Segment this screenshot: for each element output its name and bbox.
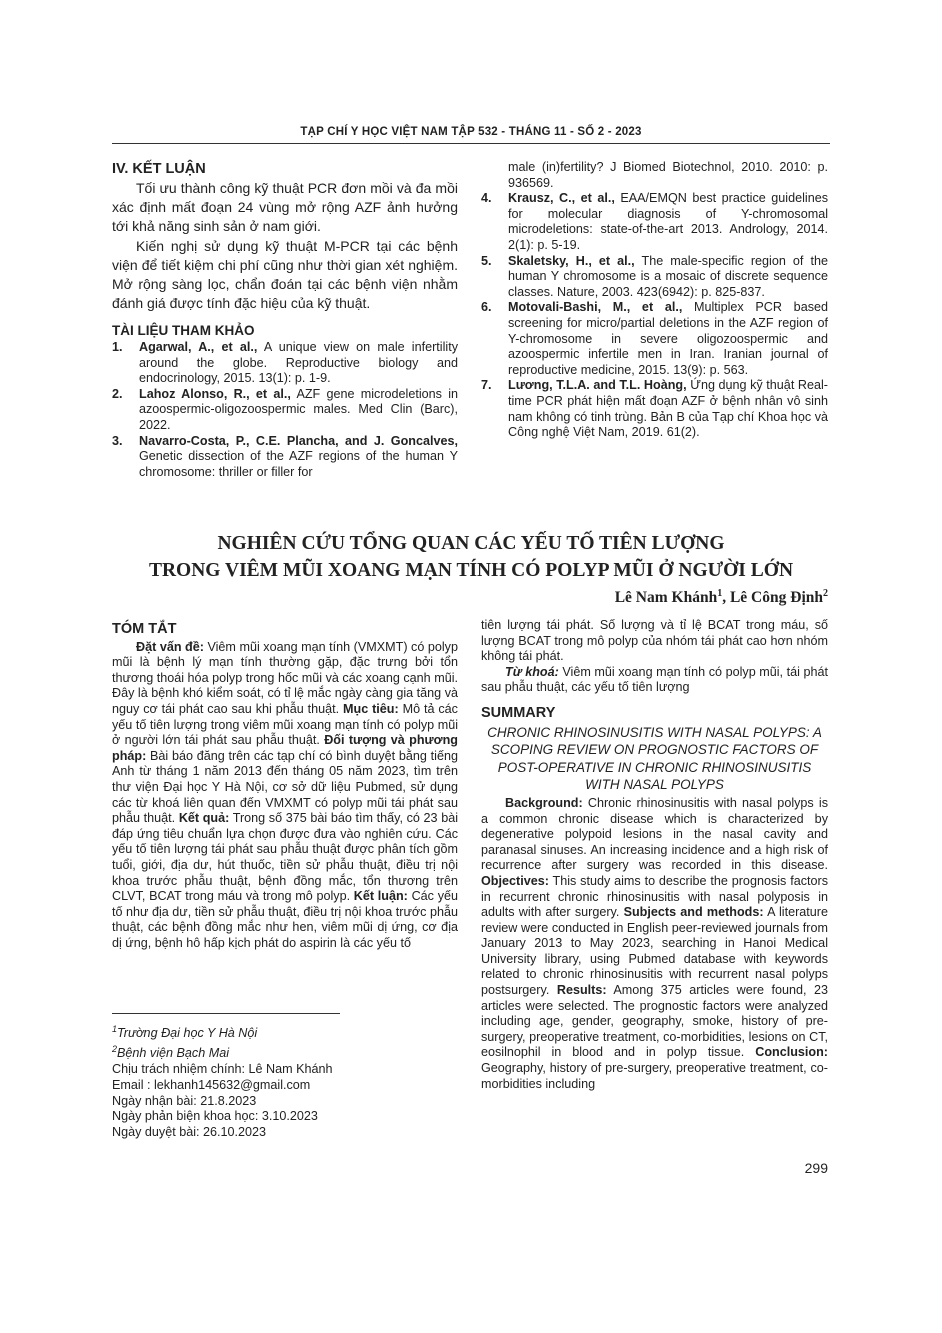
reference-item	[481, 191, 828, 253]
article-title	[90, 530, 852, 584]
conclusion-paragraph-1: Tối ưu thành công kỹ thuật PCR đơn mồi và đa mồi xác định mất đoạn 24 vùng mở rộng AZF ảnh hưởng tới khả năng sinh sản ở nam giới.	[112, 180, 458, 235]
background-label: Đặt vấn đề:	[136, 639, 204, 654]
keywords-text: Viêm mũi xoang mạn tính có polyp mũi, tái phát sau phẫu thuật, các yếu tố tiên lượng	[481, 664, 828, 695]
reference-body	[139, 434, 458, 481]
keywords	[481, 665, 828, 696]
article-title-line-2: TRONG VIÊM MŨI XOANG MẠN TÍNH CÓ POLYP MŨI Ở NGƯỜI LỚN	[148, 560, 794, 581]
background-text: Viêm mũi xoang mạn tính (VMXMT) có polyp mũi là bệnh lý mạn tính thường gặp, đặc trưng bởi tổn thương thoái hóa polyp trong hốc mũi và các xoang cạnh mũi. Đây là bệnh khó kiểm soát, có tỉ lệ mắc ngày càng gia tăng và nguy cơ tái phát cao sau khi phẫu thuật.	[112, 639, 458, 716]
reference-number: 7.	[481, 378, 492, 393]
author-list	[615, 588, 828, 607]
reference-number: 4.	[481, 191, 492, 206]
affiliation-1	[112, 1022, 458, 1042]
author-1: Lê Nam Khánh	[614, 589, 718, 607]
abstract-vi	[112, 622, 458, 951]
reference-authors: Motovali-Bashi, M., et al.,	[508, 300, 683, 315]
reference-body	[508, 254, 828, 301]
reference-item	[112, 387, 458, 434]
reference-body	[508, 300, 828, 378]
reference-authors: Agarwal, A., et al.,	[139, 340, 258, 355]
reference-body	[139, 340, 458, 387]
methods-text: Bài báo đăng trên các tạp chí có bình duyệt bằng tiếng Anh từ tháng 1 năm 2013 đến tháng 05 năm 2023, tìm trên thư viện Đại học Y Hà Nội, cơ sở dữ liệu Pubmed, sử dụng các từ khoá liên quan đến VMXMT có polyp mũi tái phát sau phẫu thuật.	[112, 748, 458, 826]
running-header: TẠP CHÍ Y HỌC VIỆT NAM TẬP 532 - THÁNG 11 - SỐ 2 - 2023	[300, 126, 642, 138]
top-left-column	[112, 160, 458, 480]
reference-text: A unique view on male infertility around the globe. Reproductive biology and endocrinology, 2015. 13(1): p. 1-9.	[139, 340, 458, 386]
reference-indent	[481, 160, 508, 191]
abstract-continuation: tiên lượng tái phát. Số lượng và tỉ lệ BCAT trong máu, số lượng BCAT trong mô polyp của nhóm tái phát cao hơn nhóm không tái phát.	[481, 618, 828, 664]
summary-conclusion-label: Conclusion:	[755, 1045, 828, 1060]
summary-conclusion-text: Geography, history of pre-surgery, preoperative treatment, co-morbidities including	[481, 1061, 828, 1091]
conclusion-text: Các yếu tố như địa dư, tiền sử phẫu thuật, điều trị nội khoa trước phẫu thuật, các bệnh đồng mắc như hen, viêm mũi dị ứng, cơ địa dị ứng, bệnh hô hấp kịch phát do aspirin là các yếu tố	[112, 889, 458, 950]
author-2: Lê Công Định	[729, 589, 823, 607]
reference-authors: Skaletsky, H., et al.,	[508, 253, 635, 268]
abstract-title: TÓM TẮT	[112, 621, 177, 637]
reference-text: The male-specific region of the human Y chromosome is a mosaic of discrete sequence classes. Nature, 2003. 423(6942): p. 825-837.	[508, 253, 828, 299]
author-separator: ,	[722, 589, 730, 607]
reference-continuation-text: male (in)fertility? J Biomed Biotechnol, 2010. 2010: p. 936569.	[508, 160, 828, 190]
affiliation-1-mark: 1	[112, 1024, 118, 1034]
summary-methods-label: Subjects and methods:	[623, 905, 764, 920]
page-number: 299	[804, 1160, 828, 1176]
summary-heading: CHRONIC RHINOSINUSITIS WITH NASAL POLYPS: A SCOPING REVIEW ON PROGNOSTIC FACTORS OF POST-OPERATIVE IN CHRONIC RHINOSINUSITIS WITH NASAL POLYPS	[487, 724, 822, 793]
summary-body	[481, 796, 828, 1092]
reference-text: Ứng dụng kỹ thuật Real-time PCR phát hiện mất đoạn AZF ở bệnh nhân vô sinh nam không có tinh trùng. Bản B của Tạp chí Khoa học và Công nghệ Việt Nam, 2019. 61(2).	[508, 378, 828, 440]
footnotes	[112, 1022, 458, 1141]
reference-number: 2.	[112, 386, 123, 401]
affiliation-2	[112, 1042, 458, 1062]
conclusion-title: IV. KẾT LUẬN	[112, 161, 206, 177]
affiliation-2-text: Bệnh viện Bạch Mai	[117, 1046, 230, 1061]
footnote-rule	[112, 1013, 340, 1014]
reference-authors: Lahoz Alonso, R., et al.,	[139, 386, 291, 401]
summary-results-label: Results:	[556, 983, 607, 998]
reference-body	[139, 387, 458, 434]
reference-number: 1.	[112, 340, 123, 355]
reference-continuation	[481, 160, 828, 191]
reference-text: Genetic dissection of the AZF regions of the human Y chromosome: thriller or filler for	[139, 449, 458, 479]
summary-objectives-text: This study aims to describe the prognosis factors in recurrent chronic rhinosinusitis with nasal polyposis in adults with after surgery.	[481, 873, 828, 920]
reference-item	[481, 378, 828, 440]
summary-methods-text: A literature review were conducted in English peer-reviewed journals from January 2013 to May 2023, searching in Hanoi Medical University library, using Pubmed database with keywords related to chronic rhinosinusitis with recurrent nasal polyps postsurgery.	[481, 905, 828, 998]
reference-number: 5.	[481, 253, 492, 268]
results-label: Kết quả:	[178, 811, 230, 826]
top-right-column	[481, 160, 828, 441]
date-accepted: Ngày duyệt bài: 26.10.2023	[112, 1125, 267, 1140]
reference-body	[508, 378, 828, 440]
summary-title: SUMMARY	[481, 704, 556, 721]
reference-text: AZF gene microdeletions in azoospermic-oligozoospermic males. Med Clin (Barc), 2022.	[139, 386, 458, 432]
abstract-right-column	[481, 618, 828, 1092]
summary-results-text: Among 375 articles were found, 23 articles were selected. The prognostic factors were analyzed including age, gender, geography, smoke, history of pre-surgery, preoperative treatment, co-morbidities, lesions on CT, eosilnophil in blood and in polyp tissue.	[481, 983, 828, 1060]
reference-authors: Lương, T.L.A. and T.L. Hoàng,	[508, 378, 687, 393]
summary-background-text: Chronic rhinosinusitis with nasal polyps is a common chronic disease which is characterized by degenerative polypoid lesions in the nasal cavity and paranasal sinuses. An increasing incidence and a high risk of recurrence after surgery was recorded in this disease.	[481, 795, 828, 873]
reference-item	[481, 300, 828, 378]
keywords-label: Từ khoá:	[505, 664, 559, 679]
date-reviewed: Ngày phản biện khoa học: 3.10.2023	[112, 1109, 318, 1124]
summary-background-label: Background:	[505, 795, 583, 810]
objective-label: Mục tiêu:	[343, 701, 399, 716]
reference-item	[112, 434, 458, 481]
objective-text: Mô tả các yếu tố tiên lượng trong viêm mũi xoang mạn tính có polyp mũi ở người lớn tái phát sau phẫu thuật.	[112, 701, 458, 748]
reference-item	[112, 340, 458, 387]
reference-item	[481, 254, 828, 301]
reference-number: 6.	[481, 300, 492, 315]
conclusion-label: Kết luận:	[353, 889, 408, 904]
affiliation-1-text: Trường Đại học Y Hà Nội	[117, 1026, 258, 1041]
author-1-affiliation: 1	[717, 588, 723, 599]
references-title: TÀI LIỆU THAM KHẢO	[112, 323, 255, 339]
author-2-affiliation: 2	[823, 588, 828, 599]
date-received: Ngày nhận bài: 21.8.2023	[112, 1093, 257, 1108]
email: Email : lekhanh145632@gmail.com	[112, 1077, 311, 1092]
abstract-body	[112, 640, 458, 952]
methods-label: Đối tượng và phương pháp:	[112, 733, 458, 763]
reference-body	[508, 191, 828, 253]
reference-number: 3.	[112, 433, 123, 448]
reference-text: EAA/EMQN best practice guidelines for molecular diagnosis of Y-chromosomal microdeletions: state-of-the-art 2013. Andrology, 2014. 2(1): p. 5-19.	[508, 191, 829, 252]
summary-objectives-label: Objectives:	[481, 873, 549, 888]
affiliation-2-mark: 2	[112, 1043, 118, 1054]
results-text: Trong số 375 bài báo tìm thấy, có 23 bài đáp ứng tiêu chuẩn lựa chọn được đưa vào nghiên cứu. Các yếu tố tiên lượng tái phát sau phẫu thuật được phân tích gồm tuổi, giới, địa dư, hút thuốc, tiền sử phẫu thuật, điều trị nội khoa trước phẫu thuật, bệnh đồng mắc, tổn thương trên CLVT, BCAT trong máu và trong mô polyp.	[112, 811, 459, 904]
conclusion-paragraph-2: Kiến nghị sử dụng kỹ thuật M-PCR tại các bệnh viện để tiết kiệm chi phí cũng như thời gian xét nghiệm. Mở rộng sàng lọc, chẩn đoán tại các bệnh viện nhằm đánh giá được tính đặc hiệu của kỹ thuật.	[112, 237, 458, 312]
responsible-author: Chịu trách nhiệm chính: Lê Nam Khánh	[112, 1061, 333, 1076]
article-title-line-1: NGHIÊN CỨU TỔNG QUAN CÁC YẾU TỐ TIÊN LƯỢNG	[217, 533, 725, 554]
reference-authors: Krausz, C., et al.,	[508, 191, 615, 206]
reference-text: Multiplex PCR based screening for micro/partial deletions in the AZF region of Y-chromosome in severe oligozoospermic and azoospermic infertile men in Iran. Iranian journal of reproductive medicine, 2015. 13(9): p. 563.	[508, 300, 828, 377]
reference-authors: Navarro-Costa, P., C.E. Plancha, and J. Goncalves,	[139, 433, 458, 448]
header-rule	[112, 143, 830, 144]
